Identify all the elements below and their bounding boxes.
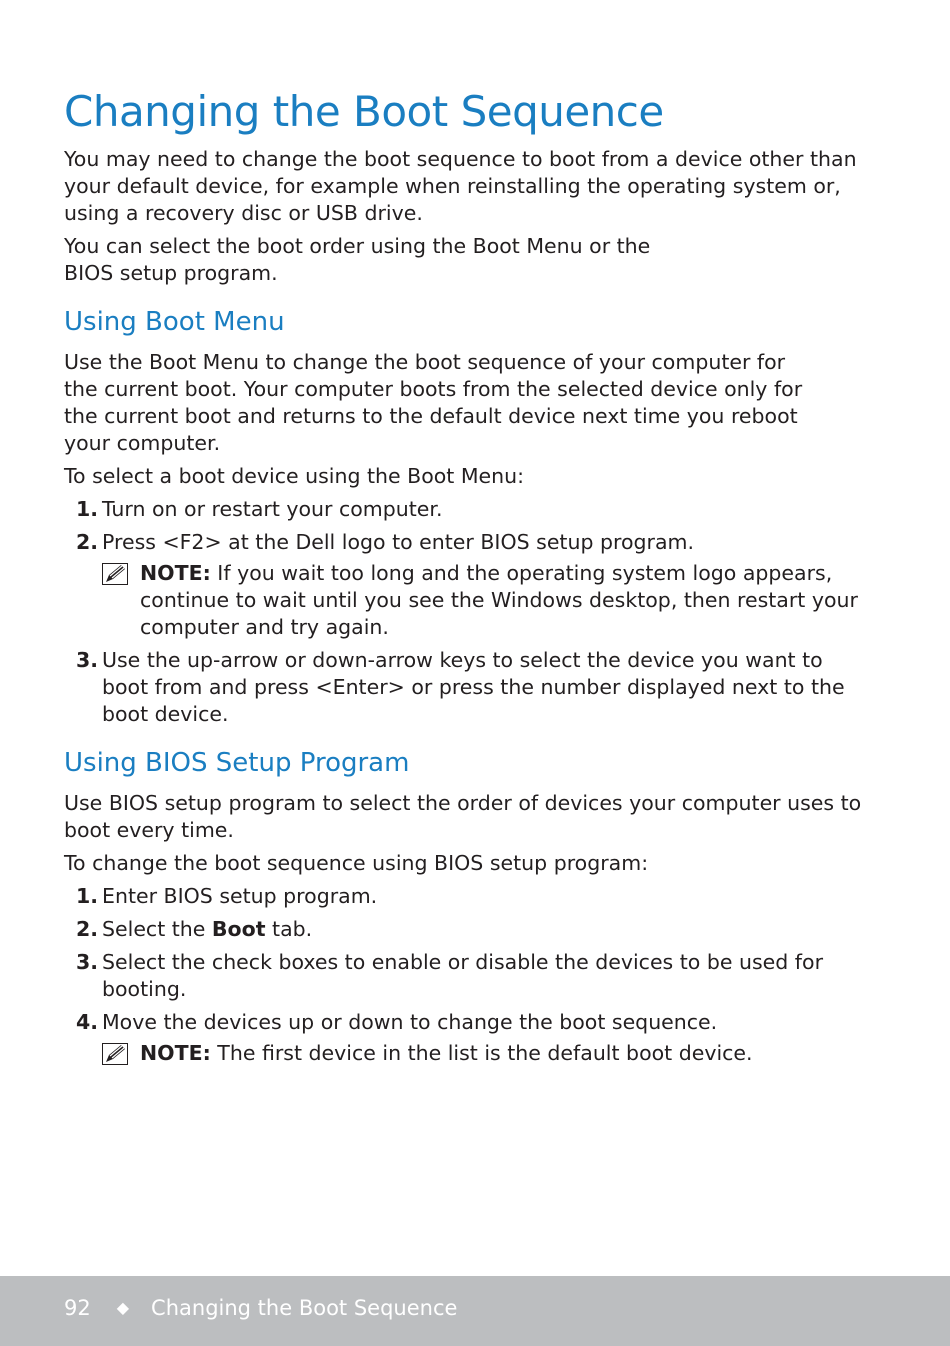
step-text: Select the check boxes to enable or disable the devices to be used for booting. <box>102 950 823 1001</box>
step-number: 1. <box>76 497 99 521</box>
step-number: 2. <box>76 917 99 941</box>
bios-setup-lead: To change the boot sequence using BIOS setup program: <box>64 851 649 875</box>
step-number: 1. <box>76 884 99 908</box>
bios-setup-description: Use BIOS setup program to select the order of devices your computer uses to boot every time. <box>64 791 862 842</box>
note-pencil-icon <box>102 1043 128 1065</box>
step-text: Press <F2> at the Dell logo to enter BIOS setup program. <box>102 530 695 554</box>
boot-menu-steps <box>64 496 864 728</box>
footer-content <box>64 1293 457 1323</box>
boot-menu-lead: To select a boot device using the Boot Menu: <box>64 464 525 488</box>
step-text-prefix: Select the <box>102 917 212 941</box>
page-content <box>64 86 864 1073</box>
boot-menu-description: Use the Boot Menu to change the boot sequence of your computer for the current boot. Your computer boots from the selected device only for the current boot and returns to the default device next time you reboot your computer. <box>64 350 803 455</box>
section-heading-bios-setup: Using BIOS Setup Program <box>64 748 410 778</box>
list-item <box>64 496 864 523</box>
page-number: 92 <box>64 1296 91 1320</box>
note-label: NOTE: <box>140 1041 211 1065</box>
step-number: 2. <box>76 530 99 554</box>
step-number: 3. <box>76 950 99 974</box>
note-text: The first device in the list is the default boot device. <box>210 1041 753 1065</box>
note-label: NOTE: <box>140 561 211 585</box>
step-text-suffix: tab. <box>265 917 313 941</box>
page-title: Changing the Boot Sequence <box>64 87 664 136</box>
list-item <box>64 647 864 728</box>
boot-tab-name: Boot <box>211 917 266 941</box>
list-item <box>64 883 864 910</box>
note-pencil-icon <box>102 563 128 585</box>
step-text: Turn on or restart your computer. <box>102 497 443 521</box>
step-text: Use the up-arrow or down-arrow keys to select the device you want to boot from and press <Enter> or press the number displayed next to the boot device. <box>102 648 845 726</box>
note-box <box>102 560 864 641</box>
intro-paragraph-1: You may need to change the boot sequence to boot from a device other than your default device, for example when reinstalling the operating system or, using a recovery disc or USB drive. <box>64 147 857 225</box>
page-footer <box>0 1276 950 1346</box>
diamond-icon: ◆ <box>116 1298 130 1317</box>
note-text: If you wait too long and the operating system logo appears, continue to wait until you see the Windows desktop, then restart your computer and try again. <box>140 561 858 639</box>
list-item <box>64 529 864 641</box>
step-text: Move the devices up or down to change the boot sequence. <box>102 1010 718 1034</box>
list-item <box>64 1009 864 1067</box>
step-text: Enter BIOS setup program. <box>102 884 378 908</box>
bios-setup-steps <box>64 883 864 1067</box>
step-number: 3. <box>76 648 99 672</box>
footer-section-title: Changing the Boot Sequence <box>151 1296 458 1320</box>
step-number: 4. <box>76 1010 99 1034</box>
list-item <box>64 949 864 1003</box>
intro-paragraph-2: You can select the boot order using the Boot Menu or the BIOS setup program. <box>64 234 651 285</box>
note-box <box>102 1040 864 1067</box>
list-item <box>64 916 864 943</box>
section-heading-boot-menu: Using Boot Menu <box>64 307 285 337</box>
